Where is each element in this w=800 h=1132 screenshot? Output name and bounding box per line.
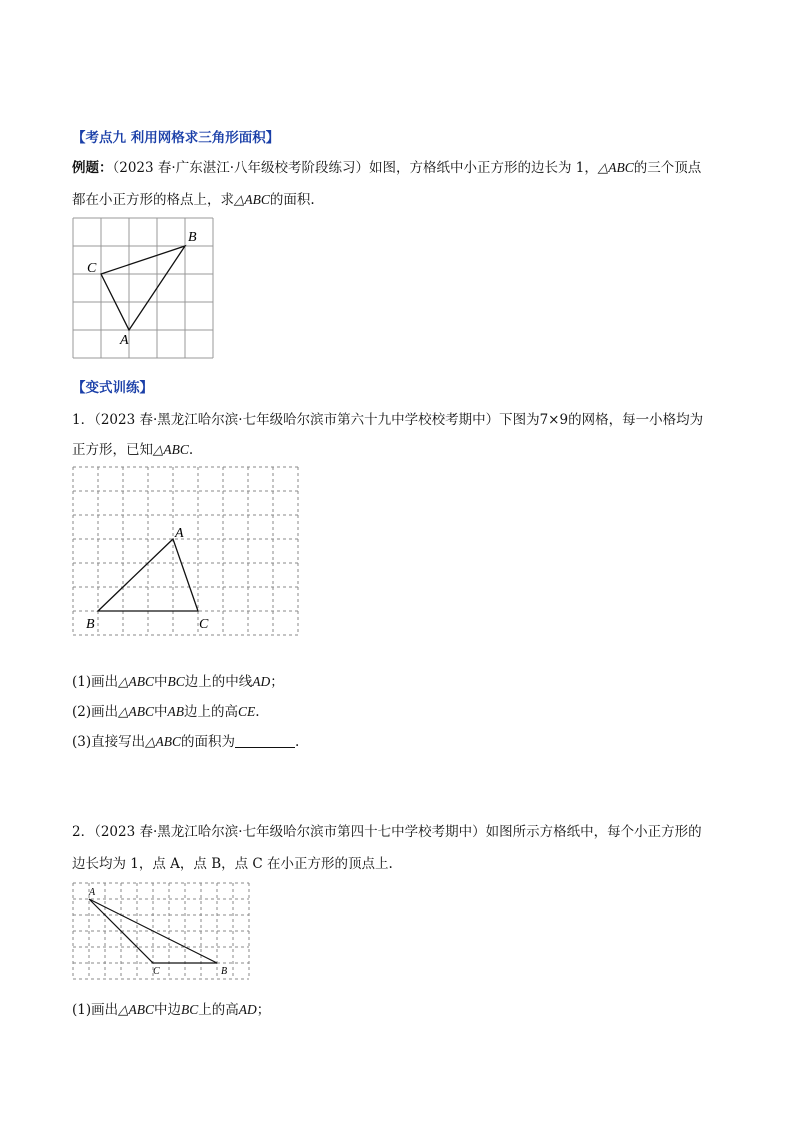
segment-label: AD: [252, 674, 271, 689]
sub-text: (2)画出: [72, 704, 119, 720]
grid-lines: [73, 467, 298, 635]
triangle-symbol: △ABC: [597, 160, 634, 175]
q1-grid-figure: [73, 467, 298, 635]
sub-text: 上的高: [198, 1002, 239, 1018]
q1-sub3: [72, 732, 299, 752]
q1-line-2: [72, 440, 193, 460]
sub-text: .: [255, 704, 260, 720]
triangle-symbol: △ABC: [118, 1002, 155, 1017]
sub-text: 中: [154, 674, 168, 690]
example-text-1b: 的三个顶点: [633, 160, 702, 176]
sub-text: 的面积为: [181, 734, 236, 750]
sub-text: (1)画出: [72, 674, 119, 690]
grid-size: 7×9: [539, 412, 569, 428]
point-label-c: C: [153, 966, 160, 977]
triangle-symbol: △ABC: [153, 442, 189, 457]
triangle-symbol: △ABC: [118, 674, 155, 689]
segment-label: BC: [181, 1002, 199, 1017]
sub-text: 边上的高: [184, 704, 239, 720]
sub-text: ；: [256, 1002, 271, 1018]
point-label-a: A: [175, 526, 184, 541]
point-label-a: A: [89, 887, 96, 898]
point-label-c: C: [199, 617, 209, 632]
sub-text: 中边: [154, 1002, 182, 1018]
example-line-2: [72, 190, 315, 210]
sub-text: 边上的中线: [184, 674, 253, 690]
triangle-symbol: △ABC: [118, 704, 155, 719]
example-text-2b: 的面积.: [269, 192, 315, 208]
point-label-b: B: [188, 230, 197, 245]
triangle-symbol: △ABC: [234, 192, 270, 207]
grid-lines: [73, 883, 249, 979]
q1-sub2: [72, 702, 260, 722]
sub-text: (3)直接写出: [72, 734, 146, 750]
segment-label: CE: [238, 704, 256, 719]
q2-line-1: 2．（2023 春·黑龙江哈尔滨·七年级哈尔滨市第四十七中学校考期中）如图所示方格纸中，每个小正方形的: [72, 824, 702, 840]
sub-text: ；: [270, 674, 284, 690]
segment-label: BC: [167, 674, 185, 689]
point-label-b: B: [221, 966, 228, 977]
variation-title: 【变式训练】: [72, 380, 153, 396]
section-title: 【考点九 利用网格求三角形面积】: [72, 130, 280, 146]
q1-sub1: [72, 672, 284, 692]
triangle-symbol: △ABC: [145, 734, 182, 749]
point-label-a: A: [120, 333, 129, 348]
q1-line-1: [72, 410, 703, 430]
triangle-abc: [101, 246, 185, 330]
q1-text-2a: 正方形，已知: [72, 442, 153, 458]
example-label: 例题：: [72, 160, 113, 176]
example-text-1a: （2023 春·广东湛江·八年级校考阶段练习）如图，方格纸中小正方形的边长为 1，: [112, 160, 598, 176]
q2-sub1: [72, 1000, 270, 1020]
answer-blank[interactable]: [235, 733, 295, 748]
segment-label: AD: [238, 1002, 257, 1017]
point-label-c: C: [87, 261, 97, 276]
point-label-b: B: [86, 617, 95, 632]
q2-grid-figure: [73, 883, 249, 979]
q1-text-1b: 的网格，每一小格均为: [568, 412, 704, 428]
sub-text: 中: [154, 704, 168, 720]
example-line-1: [72, 158, 701, 178]
sub-text: .: [295, 734, 300, 750]
example-grid-figure: [73, 218, 213, 358]
example-text-2a: 都在小正方形的格点上，求: [72, 192, 234, 208]
q1-text-1a: 1．（2023 春·黑龙江哈尔滨·七年级哈尔滨市第六十九中学校校考期中）下图为: [72, 412, 540, 428]
segment-label: AB: [167, 704, 185, 719]
q1-text-2b: .: [188, 442, 194, 458]
q2-line-2: 边长均为 1，点 A，点 B，点 C 在小正方形的顶点上.: [72, 856, 393, 872]
sub-text: (1)画出: [72, 1002, 119, 1018]
